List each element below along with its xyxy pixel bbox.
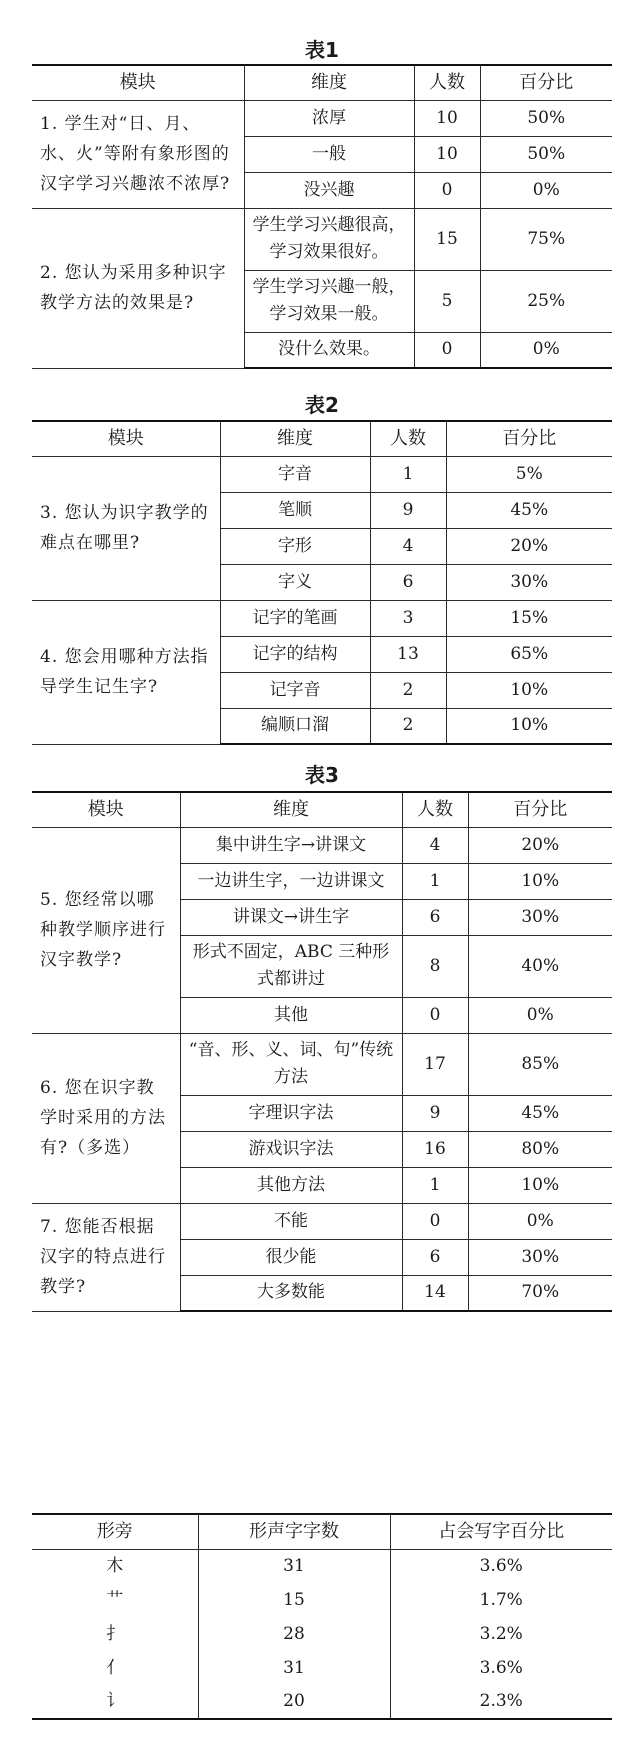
count-cell: 15 bbox=[198, 1583, 390, 1617]
count-cell: 10 bbox=[414, 100, 480, 136]
module-cell: 7. 您能否根据汉字的特点进行教学? bbox=[32, 1203, 180, 1311]
header-percent: 百分比 bbox=[480, 65, 612, 100]
percent-cell: 45% bbox=[446, 492, 612, 528]
radical-cell: 木 bbox=[106, 1555, 124, 1576]
radical-cell: 扌 bbox=[106, 1623, 124, 1644]
dimension-cell: 笔顺 bbox=[220, 492, 370, 528]
table2 bbox=[32, 420, 612, 745]
count-cell: 6 bbox=[370, 564, 446, 600]
percent-cell: 45% bbox=[468, 1095, 612, 1131]
table-row bbox=[32, 100, 612, 136]
count-cell: 4 bbox=[402, 827, 468, 863]
table2-header-row bbox=[32, 421, 612, 456]
dimension-cell: 大多数能 bbox=[180, 1275, 402, 1311]
percent-cell: 5% bbox=[446, 456, 612, 492]
percent-cell: 15% bbox=[446, 600, 612, 636]
percent-cell: 80% bbox=[468, 1131, 612, 1167]
table-row bbox=[32, 1033, 612, 1095]
count-cell: 31 bbox=[198, 1549, 390, 1583]
dimension-cell: 记字音 bbox=[220, 672, 370, 708]
percent-cell: 20% bbox=[446, 528, 612, 564]
header-radical: 形旁 bbox=[32, 1514, 198, 1549]
module-cell: 2. 您认为采用多种识字教学方法的效果是? bbox=[32, 208, 244, 368]
header-dimension: 维度 bbox=[220, 421, 370, 456]
dimension-cell: 学生学习兴趣一般，学习效果一般。 bbox=[244, 270, 414, 332]
percent-cell: 0% bbox=[480, 332, 612, 368]
table1-title: 表1 bbox=[305, 38, 339, 62]
percent-cell: 0% bbox=[480, 172, 612, 208]
header-count: 人数 bbox=[414, 65, 480, 100]
table2-title: 表2 bbox=[305, 393, 339, 417]
count-cell: 4 bbox=[370, 528, 446, 564]
percent-cell: 10% bbox=[468, 863, 612, 899]
header-percent: 占会写字百分比 bbox=[390, 1514, 612, 1549]
percent-cell: 85% bbox=[468, 1033, 612, 1095]
count-cell: 13 bbox=[370, 636, 446, 672]
count-cell: 15 bbox=[414, 208, 480, 270]
count-cell: 2 bbox=[370, 708, 446, 744]
dimension-cell: 其他方法 bbox=[180, 1167, 402, 1203]
table-row bbox=[32, 1549, 612, 1583]
header-module: 模块 bbox=[32, 65, 244, 100]
dimension-cell: 没兴趣 bbox=[244, 172, 414, 208]
count-cell: 9 bbox=[402, 1095, 468, 1131]
count-cell: 1 bbox=[402, 1167, 468, 1203]
table-row bbox=[32, 1203, 612, 1239]
percent-cell: 2.3% bbox=[390, 1685, 612, 1719]
count-cell: 2 bbox=[370, 672, 446, 708]
percent-cell: 10% bbox=[468, 1167, 612, 1203]
table3 bbox=[32, 791, 612, 1312]
percent-cell: 10% bbox=[446, 672, 612, 708]
percent-cell: 3.6% bbox=[390, 1549, 612, 1583]
percent-cell: 50% bbox=[480, 100, 612, 136]
dimension-cell: 浓厚 bbox=[244, 100, 414, 136]
count-cell: 31 bbox=[198, 1651, 390, 1685]
header-dimension: 维度 bbox=[244, 65, 414, 100]
radical-cell: 亻 bbox=[106, 1657, 124, 1678]
dimension-cell: 一边讲生字，一边讲课文 bbox=[180, 863, 402, 899]
table3-header-row bbox=[32, 792, 612, 827]
percent-cell: 3.6% bbox=[390, 1651, 612, 1685]
dimension-cell: 形式不固定，ABC 三种形式都讲过 bbox=[180, 935, 402, 997]
table-row bbox=[32, 456, 612, 492]
count-cell: 6 bbox=[402, 899, 468, 935]
module-cell: 3. 您认为识字教学的难点在哪里? bbox=[32, 456, 220, 600]
table1 bbox=[32, 64, 612, 369]
count-cell: 17 bbox=[402, 1033, 468, 1095]
dimension-cell: 没什么效果。 bbox=[244, 332, 414, 368]
table-row bbox=[32, 827, 612, 863]
table-row bbox=[32, 1617, 612, 1651]
dimension-cell: 讲课文→讲生字 bbox=[180, 899, 402, 935]
dimension-cell: 一般 bbox=[244, 136, 414, 172]
dimension-cell: 学生学习兴趣很高，学习效果很好。 bbox=[244, 208, 414, 270]
dimension-cell: 字形 bbox=[220, 528, 370, 564]
dimension-cell: 其他 bbox=[180, 997, 402, 1033]
percent-cell: 0% bbox=[468, 1203, 612, 1239]
percent-cell: 10% bbox=[446, 708, 612, 744]
dimension-cell: 字义 bbox=[220, 564, 370, 600]
count-cell: 20 bbox=[198, 1685, 390, 1719]
module-cell: 4. 您会用哪种方法指导学生记生字? bbox=[32, 600, 220, 744]
count-cell: 8 bbox=[402, 935, 468, 997]
table4 bbox=[32, 1513, 612, 1720]
percent-cell: 65% bbox=[446, 636, 612, 672]
radical-cell: 艹 bbox=[106, 1589, 124, 1610]
count-cell: 3 bbox=[370, 600, 446, 636]
percent-cell: 20% bbox=[468, 827, 612, 863]
header-count: 人数 bbox=[402, 792, 468, 827]
count-cell: 0 bbox=[402, 997, 468, 1033]
header-dimension: 维度 bbox=[180, 792, 402, 827]
dimension-cell: 记字的结构 bbox=[220, 636, 370, 672]
dimension-cell: 很少能 bbox=[180, 1239, 402, 1275]
dimension-cell: 字音 bbox=[220, 456, 370, 492]
count-cell: 10 bbox=[414, 136, 480, 172]
dimension-cell: “音、形、义、词、句”传统方法 bbox=[180, 1033, 402, 1095]
module-cell: 1. 学生对“日、月、水、火”等附有象形图的汉字学习兴趣浓不浓厚? bbox=[32, 100, 244, 208]
dimension-cell: 记字的笔画 bbox=[220, 600, 370, 636]
dimension-cell: 字理识字法 bbox=[180, 1095, 402, 1131]
header-count: 人数 bbox=[370, 421, 446, 456]
table-row bbox=[32, 208, 612, 270]
header-module: 模块 bbox=[32, 792, 180, 827]
module-cell: 5. 您经常以哪种教学顺序进行汉字教学? bbox=[32, 827, 180, 1033]
count-cell: 1 bbox=[370, 456, 446, 492]
percent-cell: 50% bbox=[480, 136, 612, 172]
percent-cell: 30% bbox=[446, 564, 612, 600]
header-percent: 百分比 bbox=[446, 421, 612, 456]
dimension-cell: 编顺口溜 bbox=[220, 708, 370, 744]
percent-cell: 0% bbox=[468, 997, 612, 1033]
count-cell: 9 bbox=[370, 492, 446, 528]
count-cell: 0 bbox=[414, 172, 480, 208]
count-cell: 0 bbox=[414, 332, 480, 368]
dimension-cell: 不能 bbox=[180, 1203, 402, 1239]
dimension-cell: 游戏识字法 bbox=[180, 1131, 402, 1167]
count-cell: 28 bbox=[198, 1617, 390, 1651]
header-count: 形声字字数 bbox=[198, 1514, 390, 1549]
percent-cell: 30% bbox=[468, 899, 612, 935]
count-cell: 5 bbox=[414, 270, 480, 332]
percent-cell: 40% bbox=[468, 935, 612, 997]
count-cell: 0 bbox=[402, 1203, 468, 1239]
percent-cell: 3.2% bbox=[390, 1617, 612, 1651]
dimension-cell: 集中讲生字→讲课文 bbox=[180, 827, 402, 863]
percent-cell: 30% bbox=[468, 1239, 612, 1275]
count-cell: 16 bbox=[402, 1131, 468, 1167]
percent-cell: 70% bbox=[468, 1275, 612, 1311]
table4-header-row bbox=[32, 1514, 612, 1549]
header-percent: 百分比 bbox=[468, 792, 612, 827]
table-row bbox=[32, 1685, 612, 1719]
percent-cell: 75% bbox=[480, 208, 612, 270]
table-row bbox=[32, 600, 612, 636]
percent-cell: 1.7% bbox=[390, 1583, 612, 1617]
count-cell: 1 bbox=[402, 863, 468, 899]
table-row bbox=[32, 1651, 612, 1685]
percent-cell: 25% bbox=[480, 270, 612, 332]
radical-cell: 讠 bbox=[32, 1685, 198, 1719]
header-module: 模块 bbox=[32, 421, 220, 456]
table1-header-row bbox=[32, 65, 612, 100]
count-cell: 6 bbox=[402, 1239, 468, 1275]
table3-title: 表3 bbox=[305, 763, 339, 787]
table-row bbox=[32, 1583, 612, 1617]
module-cell: 6. 您在识字教学时采用的方法有?（多选） bbox=[32, 1033, 180, 1203]
count-cell: 14 bbox=[402, 1275, 468, 1311]
